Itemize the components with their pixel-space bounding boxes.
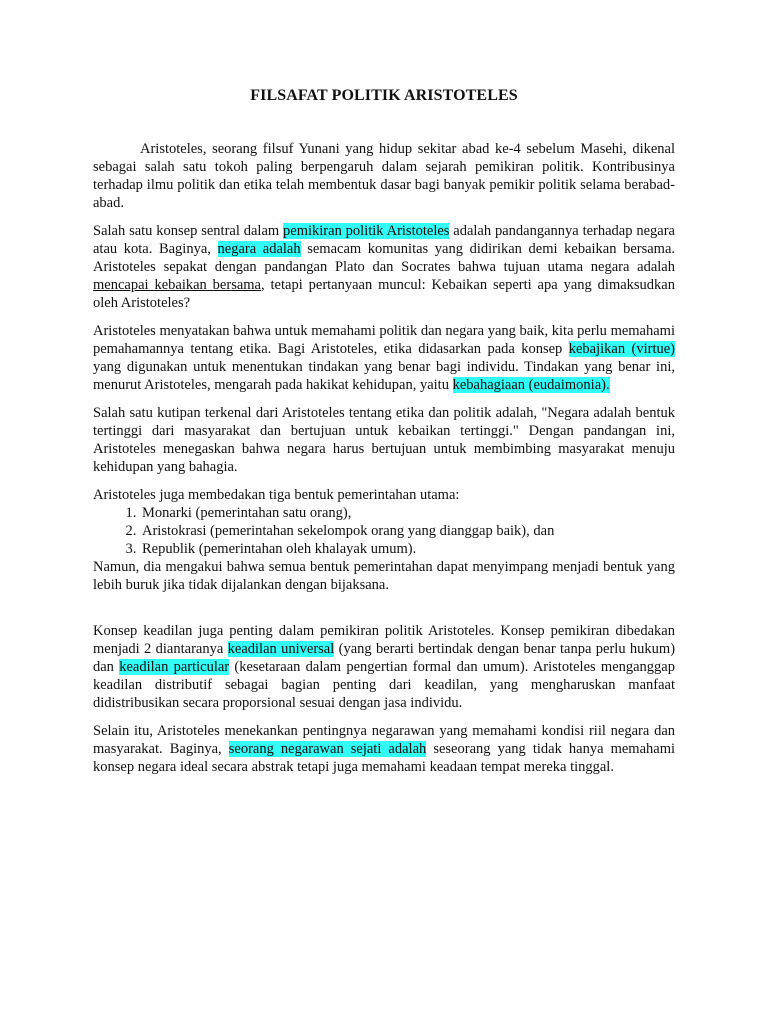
highlighted-phrase: seorang negarawan sejati adalah xyxy=(228,741,427,757)
government-forms-list xyxy=(93,504,675,558)
paragraph-statesman xyxy=(93,722,675,776)
list-item: 2. Aristokrasi (pemerintahan sekelompok orang yang dianggap baik), dan xyxy=(140,522,675,540)
text-span: Salah satu konsep sentral dalam xyxy=(93,223,284,239)
paragraph-ethics xyxy=(93,322,675,394)
highlighted-phrase: negara adalah xyxy=(217,241,301,257)
highlighted-phrase: kebajikan (virtue) xyxy=(568,341,675,357)
list-item: 3. Republik (pemerintahan oleh khalayak umum). xyxy=(140,540,675,558)
text-span: Selain itu, Aristoteles menekankan pentingnya negarawan yang memahami kondisi riil negara dan masyarakat. Baginya, xyxy=(93,723,675,757)
text-span: (kesetaraan dalam pengertian formal dan umum). Aristoteles menganggap keadilan distributif sebagai bagian penting dari keadilan, yang mengharuskan manfaat didistribusikan secara proporsional sesuai dengan jasa individu. xyxy=(93,659,675,711)
government-forms-intro: Aristoteles juga membedakan tiga bentuk pemerintahan utama: xyxy=(93,487,460,503)
underlined-phrase: mencapai kebaikan bersama xyxy=(93,277,261,293)
paragraph-justice xyxy=(93,622,675,712)
text-span: Konsep keadilan juga penting dalam pemikiran politik Aristoteles. Konsep pemikiran dibedakan menjadi 2 diantaranya xyxy=(93,623,675,657)
government-forms-outro: Namun, dia mengakui bahwa semua bentuk pemerintahan dapat menyimpang menjadi bentuk yang lebih buruk jika tidak dijalankan dengan bijaksana. xyxy=(93,559,675,593)
highlighted-phrase: pemikiran politik Aristoteles xyxy=(283,223,450,239)
text-span: yang digunakan untuk menentukan tindakan yang benar bagi individu. Tindakan yang benar ini, menurut Aristoteles, mengarah pada hakikat kehidupan, yaitu xyxy=(93,359,675,393)
document-title: FILSAFAT POLITIK ARISTOTELES xyxy=(250,87,518,104)
highlighted-phrase: keadilan universal xyxy=(227,641,335,657)
blank-line xyxy=(93,604,675,622)
text-span: adalah pandangannya terhadap negara atau kota. Baginya, xyxy=(93,223,675,257)
paragraph-government-forms xyxy=(93,486,675,594)
text-span: Aristoteles menyatakan bahwa untuk memahami politik dan negara yang baik, kita perlu memahami pemahamannya tentang etika. Bagi Aristoteles, etika didasarkan pada konsep xyxy=(93,323,675,357)
paragraph-concept-state xyxy=(93,222,675,312)
paragraph-intro: Aristoteles, seorang filsuf Yunani yang hidup sekitar abad ke-4 sebelum Masehi, dikenal sebagai salah satu tokoh paling berpengaruh dalam sejarah pemikiran politik. Kontribusinya terhadap ilmu politik dan etika telah membentuk dasar bagi banyak pemikir politik selama berabad-abad. xyxy=(93,141,675,211)
list-item: 1. Monarki (pemerintahan satu orang), xyxy=(140,504,675,522)
highlighted-phrase: kebahagiaan (eudaimonia). xyxy=(452,377,610,393)
highlighted-phrase: keadilan particular xyxy=(119,659,230,675)
text-span: (yang berarti bertindak dengan benar tanpa perlu hukum) dan xyxy=(93,641,676,675)
paragraph-quote: Salah satu kutipan terkenal dari Aristoteles tentang etika dan politik adalah, "Negara adalah bentuk tertinggi dari masyarakat dan bertujuan untuk kebaikan tertinggi." Dengan pandangan ini, Aristoteles menegaskan bahwa negara harus bertujuan untuk membimbing masyarakat menuju kehidupan yang bahagia. xyxy=(93,405,675,475)
text-span: , tetapi pertanyaan muncul: Kebaikan seperti apa yang dimaksudkan oleh Aristoteles? xyxy=(93,277,675,311)
text-span: semacam komunitas yang didirikan demi kebaikan bersama. Aristoteles sepakat dengan pandangan Plato dan Socrates bahwa tujuan utama negara adalah xyxy=(93,241,676,275)
text-span: seseorang yang tidak hanya memahami konsep negara ideal secara abstrak tetapi juga memahami keadaan tempat mereka tinggal. xyxy=(93,741,675,775)
